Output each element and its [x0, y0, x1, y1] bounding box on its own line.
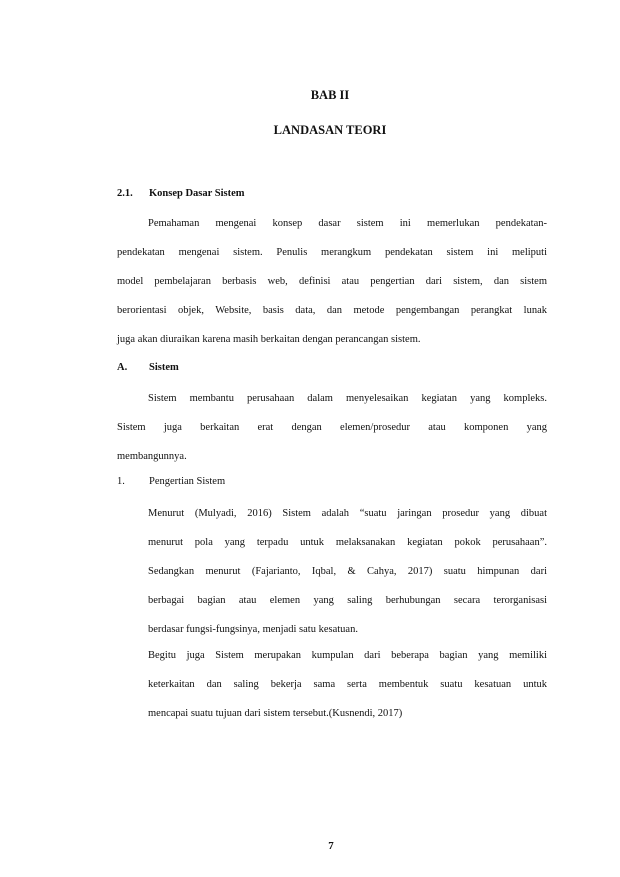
item-paragraph-1 [148, 499, 547, 644]
section-title: Konsep Dasar Sistem [149, 188, 245, 199]
item-paragraph-2 [148, 641, 547, 728]
item-heading [117, 476, 225, 487]
paragraph-line: Sedangkan menurut (Fajarianto, Iqbal, & Cahya, 2017) suatu himpunan dari [148, 566, 547, 577]
paragraph-line: pendekatan mengenai sistem. Penulis merangkum pendekatan sistem ini meliputi [117, 247, 547, 258]
paragraph-line: juga akan diuraikan karena masih berkaitan dengan perancangan sistem. [117, 334, 421, 345]
subsection-paragraph [117, 384, 547, 471]
paragraph-line: Sistem membantu perusahaan dalam menyelesaikan kegiatan yang kompleks. [148, 393, 547, 404]
paragraph-line: Sistem juga berkaitan erat dengan elemen/prosedur atau komponen yang [117, 422, 547, 433]
section-paragraph [117, 209, 547, 354]
paragraph-line: berdasar fungsi-fungsinya, menjadi satu kesatuan. [148, 624, 358, 635]
chapter-title: LANDASAN TEORI [273, 123, 387, 137]
paragraph-line: mencapai suatu tujuan dari sistem tersebut.(Kusnendi, 2017) [148, 708, 403, 719]
paragraph-line: model pembelajaran berbasis web, definisi atau pengertian dari sistem, dan sistem [117, 276, 547, 287]
paragraph-line: membangunnya. [117, 451, 187, 462]
paragraph-line: berorientasi objek, Website, basis data, dan metode pengembangan perangkat lunak [117, 305, 547, 316]
item-title: Pengertian Sistem [149, 476, 226, 487]
subsection-title: Sistem [149, 362, 179, 373]
item-number: 1. [117, 476, 125, 487]
subsection-heading [117, 362, 179, 373]
paragraph-line: Begitu juga Sistem merupakan kumpulan dari beberapa bagian yang memiliki [148, 650, 547, 661]
subsection-number: A. [117, 362, 128, 373]
chapter-label: BAB II [310, 88, 350, 102]
section-number: 2.1. [117, 188, 133, 199]
paragraph-line: Menurut (Mulyadi, 2016) Sistem adalah “suatu jaringan prosedur yang dibuat [148, 508, 547, 519]
page-number: 7 [328, 840, 334, 852]
paragraph-line: berbagai bagian atau elemen yang saling berhubungan secara terorganisasi [148, 595, 547, 606]
paragraph-line: menurut pola yang terpadu untuk melaksanakan kegiatan pokok perusahaan”. [148, 537, 547, 548]
paragraph-line: Pemahaman mengenai konsep dasar sistem ini memerlukan pendekatan- [148, 218, 547, 229]
paragraph-line: keterkaitan dan saling bekerja sama serta membentuk suatu kesatuan untuk [148, 679, 547, 690]
section-heading [117, 188, 244, 199]
